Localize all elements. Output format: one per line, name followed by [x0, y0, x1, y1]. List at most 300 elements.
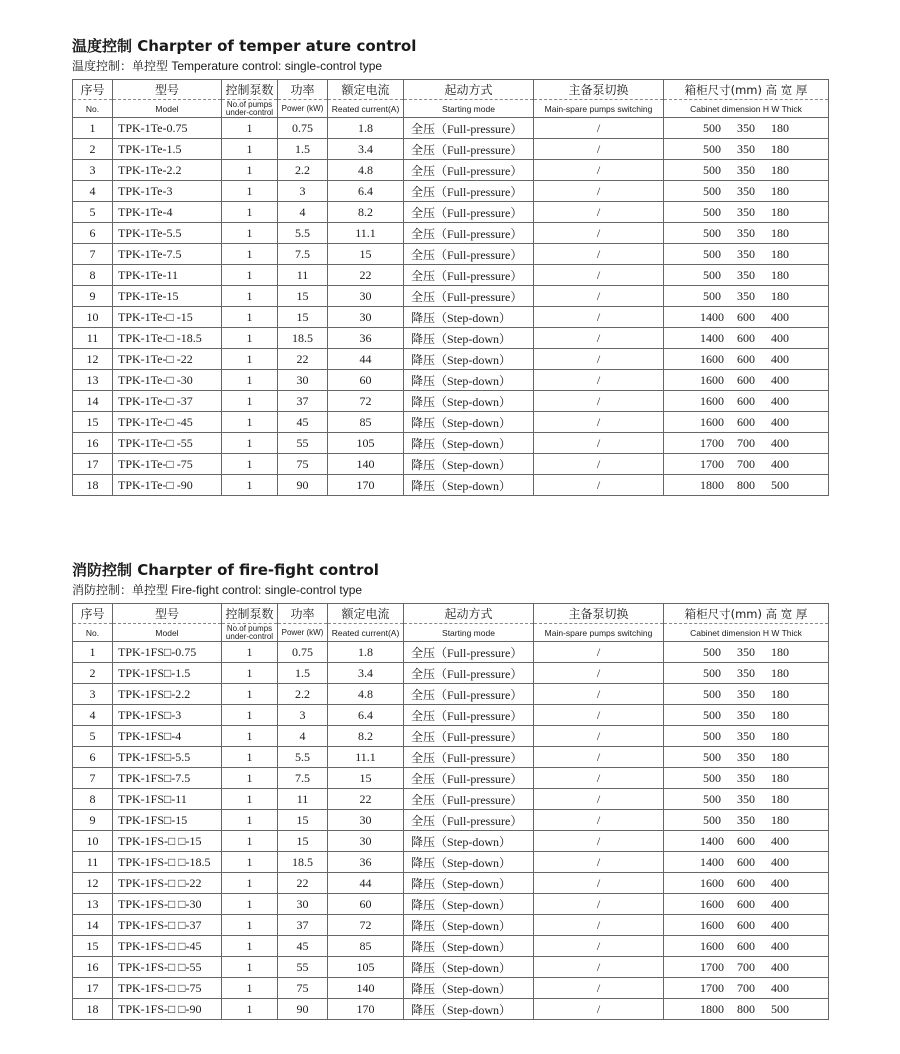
cabinet-thick: 400: [771, 309, 789, 324]
power-cell: 2.2: [278, 160, 328, 181]
cabinet-height: 1600: [700, 351, 724, 366]
row-number: 15: [73, 936, 113, 957]
row-number: 6: [73, 747, 113, 768]
cabinet-dimension-cell: [664, 244, 829, 265]
table-row: [73, 202, 829, 223]
switching-cell: /: [534, 160, 664, 181]
cabinet-dimension-cell: [664, 139, 829, 160]
pumps-cell: 1: [222, 118, 278, 139]
model-cell: TPK-1Te-11: [113, 265, 222, 286]
switching-cell: /: [534, 768, 664, 789]
cabinet-dimension-cell: [664, 663, 829, 684]
header-power-cn: 功率: [278, 80, 328, 100]
cabinet-thick: 400: [771, 372, 789, 387]
switching-cell: /: [534, 139, 664, 160]
row-number: 5: [73, 202, 113, 223]
row-number: 13: [73, 894, 113, 915]
model-cell: TPK-1Te-15: [113, 286, 222, 307]
cabinet-thick: 180: [771, 162, 789, 177]
power-cell: 5.5: [278, 223, 328, 244]
cabinet-width: 350: [737, 225, 755, 240]
starting-mode-cell: 降压（Step-down）: [404, 915, 534, 936]
pumps-cell: 1: [222, 873, 278, 894]
cabinet-thick: 180: [771, 728, 789, 743]
cabinet-thick: 180: [771, 686, 789, 701]
section-subtitle: 消防控制：单控型 Fire-fight control: single-control type: [72, 583, 363, 597]
model-cell: TPK-1Te-□ -30: [113, 370, 222, 391]
current-cell: 11.1: [328, 223, 404, 244]
cabinet-dimension-cell: [664, 726, 829, 747]
cabinet-height: 500: [703, 644, 721, 659]
switching-cell: /: [534, 999, 664, 1020]
power-cell: 37: [278, 915, 328, 936]
row-number: 10: [73, 831, 113, 852]
header-cabinet-en: Cabinet dimension H W Thick: [664, 624, 829, 642]
switching-cell: /: [534, 915, 664, 936]
current-cell: 3.4: [328, 139, 404, 160]
starting-mode-cell: 全压（Full-pressure）: [404, 244, 534, 265]
starting-mode-cell: 全压（Full-pressure）: [404, 642, 534, 663]
model-cell: TPK-1FS-□ □-15: [113, 831, 222, 852]
row-number: 7: [73, 768, 113, 789]
cabinet-height: 500: [703, 707, 721, 722]
cabinet-dimension-cell: [664, 747, 829, 768]
current-cell: 85: [328, 936, 404, 957]
row-number: 17: [73, 454, 113, 475]
switching-cell: /: [534, 726, 664, 747]
power-cell: 7.5: [278, 244, 328, 265]
cabinet-height: 1700: [700, 456, 724, 471]
switching-cell: /: [534, 684, 664, 705]
model-cell: TPK-1FS-□ □-22: [113, 873, 222, 894]
pumps-cell: 1: [222, 768, 278, 789]
cabinet-width: 350: [737, 686, 755, 701]
row-number: 13: [73, 370, 113, 391]
pumps-cell: 1: [222, 978, 278, 999]
header-model-en: Model: [113, 100, 222, 118]
cabinet-height: 1400: [700, 854, 724, 869]
starting-mode-cell: 降压（Step-down）: [404, 307, 534, 328]
cabinet-dimension-cell: [664, 810, 829, 831]
model-cell: TPK-1FS□-5.5: [113, 747, 222, 768]
model-cell: TPK-1FS□-11: [113, 789, 222, 810]
current-cell: 85: [328, 412, 404, 433]
model-cell: TPK-1Te-7.5: [113, 244, 222, 265]
row-number: 10: [73, 307, 113, 328]
model-cell: TPK-1FS-□ □-90: [113, 999, 222, 1020]
pumps-cell: 1: [222, 223, 278, 244]
cabinet-thick: 180: [771, 225, 789, 240]
section-title: 消防控制 Charpter of fire-fight control: [72, 561, 379, 579]
model-cell: TPK-1Te-□ -55: [113, 433, 222, 454]
row-number: 12: [73, 349, 113, 370]
row-number: 17: [73, 978, 113, 999]
power-cell: 11: [278, 265, 328, 286]
header-pumps-en: No.of pumps under-control: [222, 624, 278, 642]
model-cell: TPK-1FS-□ □-37: [113, 915, 222, 936]
cabinet-height: 1600: [700, 917, 724, 932]
cabinet-height: 1600: [700, 372, 724, 387]
cabinet-width: 350: [737, 791, 755, 806]
cabinet-thick: 400: [771, 938, 789, 953]
cabinet-thick: 500: [771, 477, 789, 492]
table-row: [73, 160, 829, 181]
cabinet-thick: 400: [771, 393, 789, 408]
switching-cell: /: [534, 873, 664, 894]
table-row: [73, 663, 829, 684]
header-model-cn: 型号: [113, 80, 222, 100]
current-cell: 1.8: [328, 118, 404, 139]
pumps-cell: 1: [222, 244, 278, 265]
row-number: 4: [73, 705, 113, 726]
current-cell: 140: [328, 454, 404, 475]
cabinet-dimension-cell: [664, 181, 829, 202]
cabinet-thick: 400: [771, 980, 789, 995]
cabinet-width: 800: [737, 1001, 755, 1016]
starting-mode-cell: 降压（Step-down）: [404, 999, 534, 1020]
table-row: [73, 307, 829, 328]
pumps-cell: 1: [222, 852, 278, 873]
table-row: [73, 705, 829, 726]
model-cell: TPK-1FS□-3: [113, 705, 222, 726]
temperature-control-section: [72, 36, 828, 496]
current-cell: 105: [328, 433, 404, 454]
switching-cell: /: [534, 370, 664, 391]
switching-cell: /: [534, 936, 664, 957]
cabinet-dimension-cell: [664, 202, 829, 223]
cabinet-height: 500: [703, 141, 721, 156]
cabinet-dimension-cell: [664, 915, 829, 936]
starting-mode-cell: 降压（Step-down）: [404, 433, 534, 454]
cabinet-dimension-cell: [664, 391, 829, 412]
cabinet-width: 700: [737, 456, 755, 471]
switching-cell: /: [534, 894, 664, 915]
power-cell: 90: [278, 475, 328, 496]
starting-mode-cell: 降压（Step-down）: [404, 391, 534, 412]
cabinet-thick: 180: [771, 120, 789, 135]
power-cell: 30: [278, 370, 328, 391]
row-number: 6: [73, 223, 113, 244]
pumps-cell: 1: [222, 454, 278, 475]
starting-mode-cell: 全压（Full-pressure）: [404, 181, 534, 202]
header-no-en: No.: [73, 624, 113, 642]
cabinet-height: 1400: [700, 833, 724, 848]
cabinet-width: 350: [737, 162, 755, 177]
model-cell: TPK-1FS□-15: [113, 810, 222, 831]
cabinet-thick: 400: [771, 917, 789, 932]
switching-cell: /: [534, 831, 664, 852]
row-number: 12: [73, 873, 113, 894]
table-body: [73, 642, 829, 1020]
starting-mode-cell: 全压（Full-pressure）: [404, 160, 534, 181]
cabinet-dimension-cell: [664, 852, 829, 873]
switching-cell: /: [534, 957, 664, 978]
row-number: 15: [73, 412, 113, 433]
header-switch-cn: 主备泵切换: [534, 80, 664, 100]
table-row: [73, 999, 829, 1020]
starting-mode-cell: 全压（Full-pressure）: [404, 265, 534, 286]
cabinet-dimension-cell: [664, 642, 829, 663]
pumps-cell: 1: [222, 831, 278, 852]
model-cell: TPK-1Te-□ -37: [113, 391, 222, 412]
cabinet-dimension-cell: [664, 873, 829, 894]
cabinet-dimension-cell: [664, 370, 829, 391]
starting-mode-cell: 全压（Full-pressure）: [404, 789, 534, 810]
model-cell: TPK-1Te-□ -90: [113, 475, 222, 496]
model-cell: TPK-1Te-□ -45: [113, 412, 222, 433]
starting-mode-cell: 降压（Step-down）: [404, 454, 534, 475]
cabinet-height: 500: [703, 665, 721, 680]
cabinet-width: 350: [737, 246, 755, 261]
switching-cell: /: [534, 433, 664, 454]
cabinet-width: 600: [737, 351, 755, 366]
spec-table: [72, 79, 829, 496]
table-row: [73, 894, 829, 915]
cabinet-height: 500: [703, 267, 721, 282]
cabinet-thick: 180: [771, 665, 789, 680]
row-number: 4: [73, 181, 113, 202]
cabinet-dimension-cell: [664, 265, 829, 286]
pumps-cell: 1: [222, 160, 278, 181]
switching-cell: /: [534, 475, 664, 496]
cabinet-thick: 400: [771, 414, 789, 429]
current-cell: 30: [328, 831, 404, 852]
pumps-cell: 1: [222, 810, 278, 831]
table-row: [73, 412, 829, 433]
current-cell: 60: [328, 894, 404, 915]
model-cell: TPK-1FS-□ □-55: [113, 957, 222, 978]
cabinet-height: 1800: [700, 477, 724, 492]
table-row: [73, 223, 829, 244]
current-cell: 30: [328, 810, 404, 831]
cabinet-dimension-cell: [664, 433, 829, 454]
starting-mode-cell: 全压（Full-pressure）: [404, 684, 534, 705]
starting-mode-cell: 全压（Full-pressure）: [404, 705, 534, 726]
header-model-cn: 型号: [113, 604, 222, 624]
current-cell: 15: [328, 768, 404, 789]
row-number: 8: [73, 265, 113, 286]
power-cell: 37: [278, 391, 328, 412]
table-body: [73, 118, 829, 496]
pumps-cell: 1: [222, 747, 278, 768]
cabinet-height: 1700: [700, 435, 724, 450]
power-cell: 18.5: [278, 852, 328, 873]
pumps-cell: 1: [222, 915, 278, 936]
power-cell: 2.2: [278, 684, 328, 705]
switching-cell: /: [534, 118, 664, 139]
cabinet-dimension-cell: [664, 684, 829, 705]
cabinet-dimension-cell: [664, 286, 829, 307]
cabinet-thick: 400: [771, 833, 789, 848]
current-cell: 72: [328, 391, 404, 412]
current-cell: 60: [328, 370, 404, 391]
table-row: [73, 475, 829, 496]
switching-cell: /: [534, 978, 664, 999]
cabinet-thick: 400: [771, 875, 789, 890]
switching-cell: /: [534, 663, 664, 684]
power-cell: 45: [278, 936, 328, 957]
table-row: [73, 768, 829, 789]
pumps-cell: 1: [222, 286, 278, 307]
cabinet-thick: 180: [771, 770, 789, 785]
cabinet-thick: 180: [771, 707, 789, 722]
power-cell: 3: [278, 181, 328, 202]
switching-cell: /: [534, 789, 664, 810]
power-cell: 55: [278, 433, 328, 454]
starting-mode-cell: 降压（Step-down）: [404, 957, 534, 978]
header-pumps-en: No.of pumps under-control: [222, 100, 278, 118]
table-row: [73, 328, 829, 349]
header-no-cn: 序号: [73, 80, 113, 100]
cabinet-width: 350: [737, 141, 755, 156]
power-cell: 15: [278, 286, 328, 307]
table-row: [73, 286, 829, 307]
cabinet-height: 1600: [700, 875, 724, 890]
starting-mode-cell: 全压（Full-pressure）: [404, 223, 534, 244]
cabinet-dimension-cell: [664, 999, 829, 1020]
cabinet-height: 1400: [700, 309, 724, 324]
header-start-en: Starting mode: [404, 100, 534, 118]
cabinet-thick: 400: [771, 435, 789, 450]
table-row: [73, 978, 829, 999]
header-switch-en: Main-spare pumps switching: [534, 100, 664, 118]
header-power-cn: 功率: [278, 604, 328, 624]
cabinet-width: 700: [737, 435, 755, 450]
table-row: [73, 139, 829, 160]
cabinet-thick: 180: [771, 267, 789, 282]
cabinet-thick: 180: [771, 141, 789, 156]
cabinet-height: 500: [703, 183, 721, 198]
row-number: 5: [73, 726, 113, 747]
table-row: [73, 915, 829, 936]
header-cabinet-cn: 箱柜尺寸(mm) 高 宽 厚: [664, 80, 829, 100]
pumps-cell: 1: [222, 475, 278, 496]
power-cell: 4: [278, 726, 328, 747]
model-cell: TPK-1Te-□ -22: [113, 349, 222, 370]
starting-mode-cell: 全压（Full-pressure）: [404, 810, 534, 831]
row-number: 11: [73, 852, 113, 873]
cabinet-dimension-cell: [664, 160, 829, 181]
cabinet-width: 350: [737, 267, 755, 282]
cabinet-dimension-cell: [664, 768, 829, 789]
model-cell: TPK-1Te-3: [113, 181, 222, 202]
row-number: 9: [73, 810, 113, 831]
model-cell: TPK-1FS□-7.5: [113, 768, 222, 789]
starting-mode-cell: 全压（Full-pressure）: [404, 747, 534, 768]
model-cell: TPK-1FS-□ □-18.5: [113, 852, 222, 873]
cabinet-height: 500: [703, 288, 721, 303]
table-row: [73, 454, 829, 475]
cabinet-thick: 400: [771, 854, 789, 869]
row-number: 1: [73, 642, 113, 663]
starting-mode-cell: 降压（Step-down）: [404, 370, 534, 391]
pumps-cell: 1: [222, 265, 278, 286]
row-number: 18: [73, 475, 113, 496]
current-cell: 30: [328, 286, 404, 307]
cabinet-dimension-cell: [664, 349, 829, 370]
switching-cell: /: [534, 328, 664, 349]
cabinet-thick: 500: [771, 1001, 789, 1016]
switching-cell: /: [534, 412, 664, 433]
current-cell: 22: [328, 265, 404, 286]
pumps-cell: 1: [222, 999, 278, 1020]
cabinet-width: 600: [737, 414, 755, 429]
header-cabinet-cn: 箱柜尺寸(mm) 高 宽 厚: [664, 604, 829, 624]
spec-table: [72, 603, 829, 1020]
cabinet-height: 500: [703, 204, 721, 219]
cabinet-width: 800: [737, 477, 755, 492]
power-cell: 90: [278, 999, 328, 1020]
cabinet-height: 500: [703, 812, 721, 827]
cabinet-dimension-cell: [664, 789, 829, 810]
header-switch-cn: 主备泵切换: [534, 604, 664, 624]
row-number: 16: [73, 433, 113, 454]
power-cell: 15: [278, 307, 328, 328]
table-row: [73, 370, 829, 391]
cabinet-dimension-cell: [664, 705, 829, 726]
power-cell: 75: [278, 454, 328, 475]
model-cell: TPK-1Te-2.2: [113, 160, 222, 181]
cabinet-dimension-cell: [664, 936, 829, 957]
starting-mode-cell: 降压（Step-down）: [404, 978, 534, 999]
cabinet-dimension-cell: [664, 957, 829, 978]
starting-mode-cell: 全压（Full-pressure）: [404, 202, 534, 223]
cabinet-width: 350: [737, 749, 755, 764]
fire-fight-control-section: [72, 560, 828, 1020]
model-cell: TPK-1FS□-4: [113, 726, 222, 747]
power-cell: 30: [278, 894, 328, 915]
cabinet-height: 500: [703, 225, 721, 240]
current-cell: 36: [328, 328, 404, 349]
cabinet-width: 350: [737, 644, 755, 659]
cabinet-dimension-cell: [664, 894, 829, 915]
pumps-cell: 1: [222, 412, 278, 433]
model-cell: TPK-1Te-4: [113, 202, 222, 223]
model-cell: TPK-1FS-□ □-75: [113, 978, 222, 999]
cabinet-width: 350: [737, 770, 755, 785]
current-cell: 6.4: [328, 705, 404, 726]
cabinet-height: 1800: [700, 1001, 724, 1016]
header-pumps-cn: 控制泵数: [222, 604, 278, 624]
model-cell: TPK-1Te-□ -75: [113, 454, 222, 475]
cabinet-thick: 400: [771, 896, 789, 911]
header-cabinet-en: Cabinet dimension H W Thick: [664, 100, 829, 118]
cabinet-width: 600: [737, 393, 755, 408]
table-row: [73, 852, 829, 873]
model-cell: TPK-1Te-0.75: [113, 118, 222, 139]
current-cell: 170: [328, 475, 404, 496]
pumps-cell: 1: [222, 936, 278, 957]
switching-cell: /: [534, 349, 664, 370]
pumps-cell: 1: [222, 202, 278, 223]
pumps-cell: 1: [222, 642, 278, 663]
cabinet-width: 600: [737, 330, 755, 345]
pumps-cell: 1: [222, 328, 278, 349]
row-number: 2: [73, 663, 113, 684]
cabinet-dimension-cell: [664, 412, 829, 433]
row-number: 14: [73, 915, 113, 936]
pumps-cell: 1: [222, 307, 278, 328]
model-cell: TPK-1Te-□ -15: [113, 307, 222, 328]
current-cell: 8.2: [328, 726, 404, 747]
current-cell: 105: [328, 957, 404, 978]
table-row: [73, 349, 829, 370]
cabinet-thick: 180: [771, 749, 789, 764]
power-cell: 5.5: [278, 747, 328, 768]
table-row: [73, 265, 829, 286]
cabinet-thick: 180: [771, 812, 789, 827]
pumps-cell: 1: [222, 139, 278, 160]
